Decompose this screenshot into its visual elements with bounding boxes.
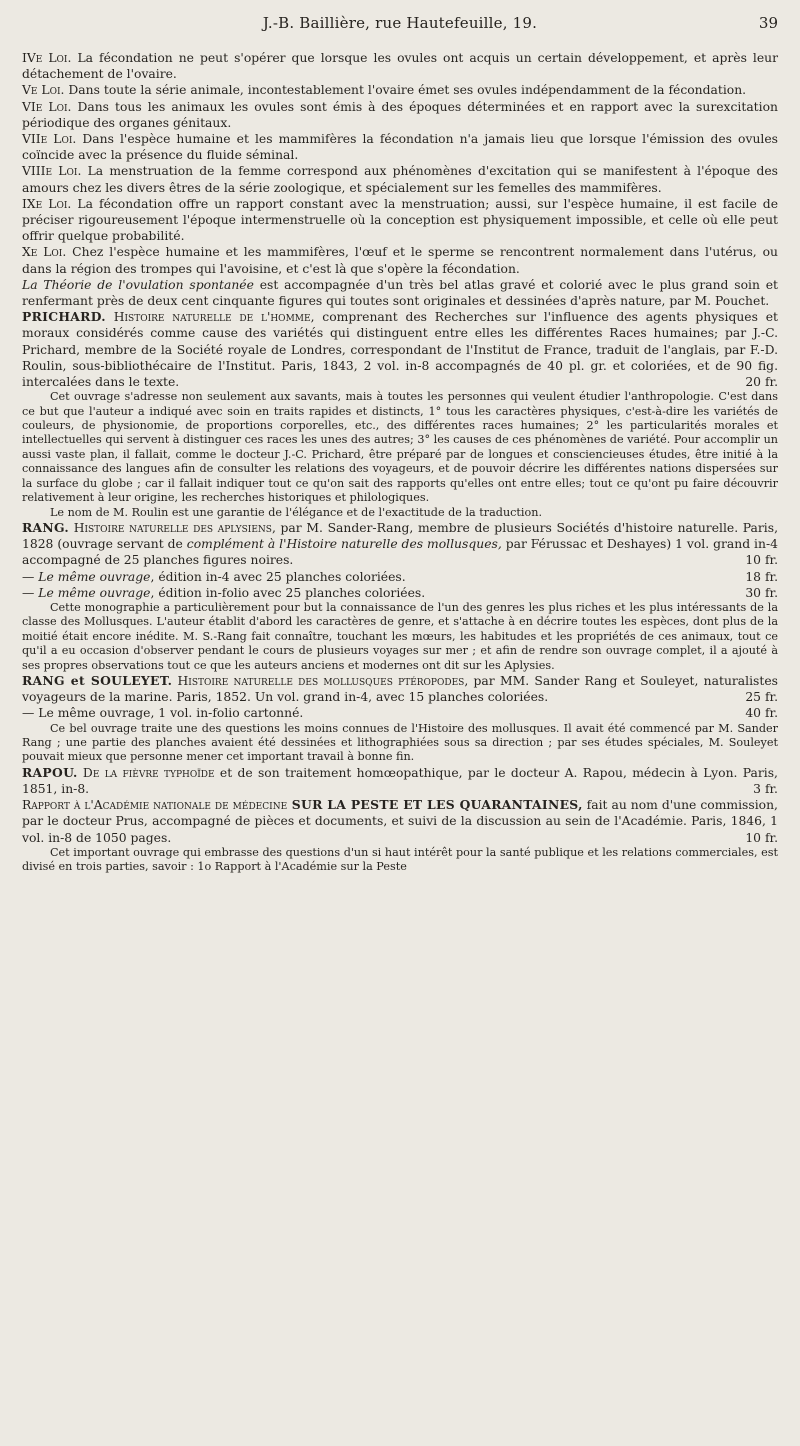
law-label: VIIIe Loi.	[22, 164, 82, 179]
entry-text-2: par Férussac et Deshayes) 1 vol. grand in-4 accompagné de 25 planches figures noires.	[22, 537, 778, 568]
edition-price: 40 fr.	[745, 706, 778, 721]
entry-author: RANG.	[22, 519, 70, 535]
edition-price: 30 fr.	[745, 585, 778, 600]
law-label: VIe Loi.	[22, 99, 72, 114]
law-10	[22, 244, 778, 276]
law-8	[22, 163, 778, 195]
page-number: 39	[758, 14, 778, 32]
note-text: est accompagnée d'un très bel atlas gravé et colorié avec le plus grand soin et renfermant près de deux cent cinquante figures qui toutes sont originales et dessinées d'après nature, par M. Pouchet.	[22, 277, 779, 309]
law-9	[22, 196, 778, 245]
law-text: Dans l'espèce humaine et les mammifères la fécondation n'a jamais lieu que lorsque l'émission des ovules coïncide avec la présence du fluide séminal.	[22, 132, 778, 163]
law-text: Chez l'espèce humaine et les mammifères, l'œuf et le sperme se rencontrent normalement dans l'utérus, ou dans la région des trompes qui l'avoisine, et c'est là que s'opère la fécondation.	[22, 245, 778, 276]
law-label: VIIe Loi.	[22, 132, 77, 147]
running-header	[22, 14, 778, 50]
entry-description: Cet important ouvrage qui embrasse des questions d'un si haut intérêt pour la santé publique et les relations commerciales, est divisé en trois parties, savoir : 1o Rapport à l'Académie sur la Peste	[22, 845, 778, 874]
entry-description: Ce bel ouvrage traite une des questions les moins connues de l'Histoire des mollusques. Il avait été commencé par M. Sander Rang ; une partie des planches avaient été dessinées et lithographiées sous sa direction ; par ses études spéciales, M. Souleyet pouvait mieux que personne mener cet important travail à bonne fin.	[22, 721, 778, 764]
entry-rapport-peste	[22, 797, 778, 846]
law-label: IXe Loi.	[22, 196, 72, 211]
book-title: La Théorie de l'ovulation spontanée	[22, 277, 254, 292]
edition-infolio	[22, 705, 778, 721]
entry-price: 10 fr.	[745, 830, 778, 845]
entry-title: Histoire naturelle de l'homme,	[113, 310, 315, 325]
law-label: IVe Loi.	[22, 51, 72, 65]
law-label: Ve Loi.	[22, 83, 65, 98]
law-4	[22, 50, 778, 82]
entry-price: 25 fr.	[745, 690, 778, 705]
entry-title: Histoire naturelle des mollusques ptéropodes,	[177, 673, 469, 688]
entry-description: Cet ouvrage s'adresse non seulement aux savants, mais à toutes les personnes qui veulent étudier l'anthropologie. C'est dans ce but que l'auteur a indiqué avec soin en traits rapides et distincts, 1° tous les caractères physiques, c'est-à-dire les variétés de couleurs, de physionomie, de proportions corporelles, etc., des différentes races humaines; 2° les particularités morales et intellectuelles qui servent à distinguer ces races les unes des autres; 3° les causes de ces phénomènes de variété. Pour accomplir un aussi vaste plan, il fallait, comme le docteur J.-C. Prichard, être préparé par de longues et consciencieuses études, être initié à la connaissance des langues afin de consulter les relations des voyageurs, et de pouvoir décrire les différentes nations dispersées sur la surface du globe ; car il fallait indiquer tout ce qu'on sait des rapports qu'elles ont entre elles; tout ce qu'ont pu faire découvrir relativement à leur origine, les recherches historiques et philologiques.	[22, 390, 778, 505]
page-body	[22, 50, 778, 875]
entry-author: RANG et SOULEYET.	[22, 672, 173, 688]
law-text: La menstruation de la femme correspond aux phénomènes d'excitation qui se manifestent à l'époque des amours chez les divers êtres de la série zoologique, et spécialement sur les femelles des mammifères.	[22, 164, 778, 195]
entry-author: RAPOU.	[22, 764, 78, 780]
law-text: Dans toute la série animale, incontestablement l'ovaire émet ses ovules indépendamment de la fécondation.	[68, 83, 747, 98]
entry-prichard	[22, 309, 778, 390]
law-5	[22, 82, 778, 98]
dash: —	[22, 569, 39, 584]
law-text: Dans tous les animaux les ovules sont émis à des époques déterminées et en rapport avec la surexcitation périodique des organes génitaux.	[22, 99, 778, 130]
edition-infolio	[22, 585, 778, 601]
pouchet-atlas-note	[22, 277, 778, 309]
law-text: La fécondation offre un rapport constant avec la menstruation; aussi, sur l'espèce humaine, il est facile de préciser rigoureusement l'époque intermenstruelle où la conception est physiquement impossible, et celle où elle peut offrir quelque probabilité.	[22, 196, 779, 244]
entry-text: fait au nom d'une commission, par le docteur Prus, accompagné de pièces et documents, et suivi de la discussion au sein de l'Académie. Paris, 1846, 1 vol. in-8 de 1050 pages.	[22, 798, 778, 845]
entry-text: par M. Sander-Rang, membre de plusieurs Sociétés d'histoire naturelle. Paris, 1828 (ouvrage servant de	[22, 520, 778, 552]
law-7	[22, 131, 778, 163]
edition-text: — Le même ouvrage, 1 vol. in-folio cartonné.	[22, 706, 304, 721]
entry-title: SUR LA PESTE ET LES QUARANTAINES,	[287, 797, 583, 813]
entry-closing: Le nom de M. Roulin est une garantie de l'élégance et de l'exactitude de la traduction.	[50, 505, 542, 519]
entry-title: Histoire naturelle des aplysiens,	[73, 520, 276, 535]
entry-italic: complément à l'Histoire naturelle des mollusques,	[186, 537, 502, 552]
entry-lead: Rapport à l'Académie nationale de médecine	[22, 798, 288, 813]
entry-rang-souleyet	[22, 673, 778, 705]
law-6	[22, 99, 778, 131]
edition-price: 18 fr.	[745, 569, 778, 584]
entry-text: et de son traitement homœopathique, par le docteur A. Rapou, médecin à Lyon. Paris, 1851, in-8.	[22, 765, 778, 796]
edition-text: , édition in-folio avec 25 planches coloriées.	[150, 585, 426, 600]
same-work: Le même ouvrage	[38, 569, 151, 584]
entry-price: 10 fr.	[745, 553, 778, 568]
entry-rapou	[22, 765, 778, 797]
entry-rang-aplysiens	[22, 520, 778, 569]
entry-author: PRICHARD.	[22, 309, 106, 325]
publisher-line: J.-B. Baillière, rue Hautefeuille, 19.	[262, 14, 538, 32]
law-label: Xe Loi.	[22, 245, 67, 260]
edition-in4	[22, 569, 778, 585]
dash: —	[22, 585, 39, 600]
same-work: Le même ouvrage	[38, 585, 151, 600]
law-text: La fécondation ne peut s'opérer que lorsque les ovules ont acquis un certain développement, et après leur détachement de l'ovaire.	[22, 51, 779, 82]
entry-text: par MM. Sander Rang et Souleyet, naturalistes voyageurs de la marine. Paris, 1852. Un vol. grand in-4, avec 15 planches coloriées.	[22, 673, 778, 705]
entry-price: 3 fr.	[753, 782, 778, 796]
entry-title: De la fièvre typhoïde	[82, 765, 215, 780]
entry-text: comprenant des Recherches sur l'influence des agents physiques et moraux considérés comme cause des variétés qui distinguent entre elles les différentes Races humaines; par J.-C. Prichard, membre de la Société royale de Londres, correspondant de l'Institut de France, traduit de l'anglais, par F.-D. Roulin, sous-bibliothécaire de l'Institut. Paris, 1843, 2 vol. in-8 accompagnés de 40 pl. gr. et coloriées, et de 90 fig. intercalées dans le texte.	[22, 310, 778, 390]
entry-price: 20 fr.	[745, 375, 778, 390]
entry-description: Cette monographie a particulièrement pour but la connaissance de l'un des genres les plus riches et les plus intéressants de la classe des Mollusques. L'auteur établit d'abord les caractères de genre, et s'attache à en décrire toutes les espèces, dont plus de la moitié était encore inédite. M. S.-Rang fait connaître, touchant les mœurs, les habitudes et les propriétés de ces animaux, tout ce qu'il a eu occasion d'observer pendant le cours de plusieurs voyages sur mer ; et afin de rendre son ouvrage complet, il a ajouté à ses propres observations tout ce que les auteurs anciens et modernes ont dit sur les Aplysies.	[22, 600, 778, 672]
edition-text: , édition in-4 avec 25 planches coloriées.	[150, 569, 406, 584]
